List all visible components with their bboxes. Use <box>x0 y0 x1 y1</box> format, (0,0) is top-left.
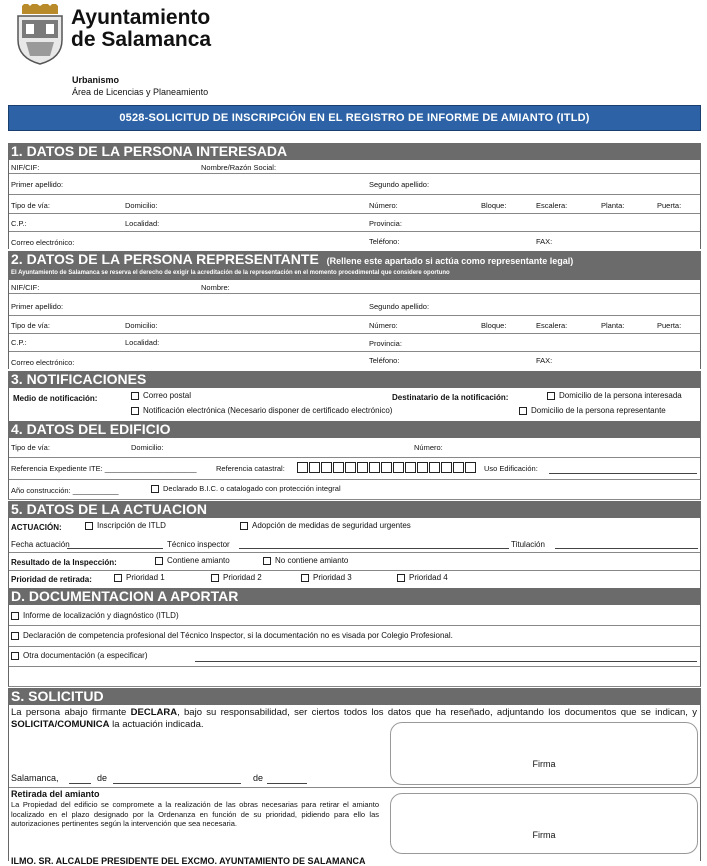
section-3-title: 3. NOTIFICACIONES <box>11 371 147 387</box>
rep-row-cp <box>9 334 700 352</box>
section-4-title: 4. DATOS DEL EDIFICIO <box>11 421 171 437</box>
section-d-title: D. DOCUMENTACION A APORTAR <box>11 588 239 604</box>
signature-box-2[interactable] <box>390 793 698 854</box>
removal-title: Retirada del amianto <box>11 789 100 799</box>
priority-3-checkbox[interactable] <box>301 574 309 582</box>
urgent-measures-option[interactable] <box>240 521 411 530</box>
number-label: Número: <box>369 201 398 210</box>
section-3-body <box>8 388 701 421</box>
priority-4-checkbox[interactable] <box>397 574 405 582</box>
rep-nif-label: NIF/CIF: <box>11 283 40 292</box>
day-field[interactable] <box>69 783 91 784</box>
signature-label-2: Firma <box>532 830 556 840</box>
actuation-date-field[interactable] <box>67 548 163 549</box>
section-4-body <box>8 438 701 500</box>
bic-option-label: Declarado B.I.C. o catalogado con protección integral <box>163 484 341 493</box>
removal-text: La Propiedad del edificio se compromete a la realización de las obras necesarias para retirar el amianto localizado en el plazo designado por la Ordenanza en función de su prioridad, pidiendo para ello las autorizaciones pertinentes según la intervención que sea necesaria. <box>11 800 379 828</box>
priority-3-option[interactable] <box>301 573 352 582</box>
of-label-2: de <box>253 773 264 783</box>
surname2-label: Segundo apellido: <box>369 180 430 189</box>
area-label: Área de Licencias y Planeamiento <box>72 87 209 97</box>
department-label: Urbanismo <box>72 75 120 85</box>
row-contact <box>9 232 700 249</box>
section-1-title: 1. DATOS DE LA PERSONA INTERESADA <box>11 143 288 159</box>
email-label: Correo electrónico: <box>11 238 75 247</box>
electronic-option-label: Notificación electrónica (Necesario disponer de certificado electrónico) <box>143 406 393 415</box>
building-use-field[interactable] <box>549 473 697 474</box>
doc-row <box>9 647 700 667</box>
section-s-body <box>8 705 701 866</box>
priority-2-label: Prioridad 2 <box>223 573 262 582</box>
priority-label: Prioridad de retirada: <box>11 575 92 584</box>
section-d-header <box>8 588 701 605</box>
rep-number-label: Número: <box>369 321 398 330</box>
row-nif <box>9 160 700 174</box>
locality-label: Localidad: <box>125 219 160 228</box>
rep-row-contact <box>9 352 700 369</box>
recipient-representative-option[interactable] <box>519 406 666 415</box>
degree-label: Titulación <box>511 540 545 549</box>
priority-1-option[interactable] <box>114 573 165 582</box>
inscription-option[interactable] <box>85 521 166 530</box>
doc-itld-option[interactable] <box>11 611 179 620</box>
org-name-line1: Ayuntamiento <box>71 6 211 29</box>
rep-row-nif <box>9 280 700 294</box>
doc-competence-label: Declaración de competencia profesional del Técnico Inspector, si la documentación no es visada por Colegio Profesional. <box>23 631 453 640</box>
name-label: Nombre/Razón Social: <box>201 163 277 172</box>
section-5-title: 5. DATOS DE LA ACTUACION <box>11 501 208 517</box>
postal-checkbox[interactable] <box>131 392 139 400</box>
doc-competence-checkbox[interactable] <box>11 632 19 640</box>
not-contains-option[interactable] <box>263 556 348 565</box>
org-name-line2: de Salamanca <box>71 28 212 51</box>
recipient-label: Destinatario de la notificación: <box>392 393 509 402</box>
building-row-refs <box>9 458 700 480</box>
row-surnames <box>9 174 700 195</box>
doc-other-option[interactable] <box>11 651 148 660</box>
signature-box-1[interactable] <box>390 722 698 785</box>
of-label-1: de <box>97 773 108 783</box>
not-contains-checkbox[interactable] <box>263 557 271 565</box>
section-2-subnote: El Ayuntamiento de Salamanca se reserva el derecho de exigir la acreditación de la representación en el momento procedimental que considere oportuno <box>11 270 450 276</box>
section-2-body <box>8 280 701 369</box>
row-address <box>9 195 700 214</box>
rep-province-label: Provincia: <box>369 339 402 348</box>
doc-competence-option[interactable] <box>11 631 453 640</box>
building-row-address <box>9 438 700 458</box>
rep-cp-label: C.P.: <box>11 338 27 347</box>
doc-other-label: Otra documentación (a especificar) <box>23 651 148 660</box>
nif-label: NIF/CIF: <box>11 163 40 172</box>
not-contains-option-label: No contiene amianto <box>275 556 349 565</box>
recipient-representative-label: Domicilio de la persona representante <box>531 406 666 415</box>
year-field[interactable] <box>267 783 307 784</box>
section-3-header <box>8 371 701 388</box>
rep-via-type-label: Tipo de vía: <box>11 321 50 330</box>
section-1-header <box>8 143 701 160</box>
construction-year-label: Año construcción: ___________ <box>11 486 119 495</box>
actuation-label: ACTUACIÓN: <box>11 523 62 532</box>
cadastral-reference-label: Referencia catastral: <box>216 464 285 473</box>
divider <box>9 570 700 571</box>
priority-2-checkbox[interactable] <box>211 574 219 582</box>
city-crest-logo <box>14 4 66 66</box>
section-1-body <box>8 160 701 249</box>
bic-checkbox[interactable] <box>151 485 159 493</box>
contains-checkbox[interactable] <box>155 557 163 565</box>
address-label: Domicilio: <box>125 201 158 210</box>
recipient-interested-label: Domicilio de la persona interesada <box>559 391 682 400</box>
province-label: Provincia: <box>369 219 402 228</box>
building-via-type-label: Tipo de vía: <box>11 443 50 452</box>
inscription-checkbox[interactable] <box>85 522 93 530</box>
ite-reference-label: Referencia Expediente ITE: ______________________ <box>11 464 197 473</box>
priority-2-option[interactable] <box>211 573 262 582</box>
doc-itld-label: Informe de localización y diagnóstico (ITLD) <box>23 611 179 620</box>
rep-row-address <box>9 316 700 334</box>
inspection-result-label: Resultado de la Inspección: <box>11 558 117 567</box>
priority-3-label: Prioridad 3 <box>313 573 352 582</box>
divider <box>9 552 700 553</box>
doc-itld-checkbox[interactable] <box>11 612 19 620</box>
section-2-note: (Rellene este apartado si actúa como representante legal) <box>326 256 574 266</box>
declaration-text: La persona abajo firmante DECLARA, bajo su responsabilidad, ser ciertos todos los datos que ha reseñado, adjuntando los documentos que se indican, y SOLICITA/COMUNICA la actuación indicada. <box>11 707 697 730</box>
surname1-label: Primer apellido: <box>11 180 64 189</box>
rep-row-surnames <box>9 294 700 316</box>
building-use-label: Uso Edificación: <box>484 464 538 473</box>
cadastral-reference-cells[interactable] <box>297 462 477 473</box>
section-4-header <box>8 421 701 438</box>
rep-phone-label: Teléfono: <box>369 356 400 365</box>
cp-label: C.P.: <box>11 219 27 228</box>
divider <box>9 787 700 788</box>
recipient-interested-checkbox[interactable] <box>547 392 555 400</box>
doc-other-field[interactable] <box>195 661 697 662</box>
urgent-measures-checkbox[interactable] <box>240 522 248 530</box>
contains-option-label: Contiene amianto <box>167 556 230 565</box>
electronic-option[interactable] <box>131 406 392 415</box>
inspector-label: Técnico inspector <box>167 540 230 549</box>
rep-stair-label: Escalera: <box>536 321 568 330</box>
inspector-field[interactable] <box>239 548 509 549</box>
signature-label-1: Firma <box>532 759 556 769</box>
postal-option[interactable] <box>131 391 191 400</box>
place-label: Salamanca, <box>11 773 59 783</box>
section-2-title: 2. DATOS DE LA PERSONA REPRESENTANTE <box>11 251 319 267</box>
doc-other-checkbox[interactable] <box>11 652 19 660</box>
doc-row <box>9 626 700 647</box>
rep-surname1-label: Primer apellido: <box>11 302 64 311</box>
priority-1-checkbox[interactable] <box>114 574 122 582</box>
rep-surname2-label: Segundo apellido: <box>369 302 430 311</box>
phone-label: Teléfono: <box>369 237 400 246</box>
section-2-header <box>8 251 701 280</box>
postal-option-label: Correo postal <box>143 391 192 400</box>
section-s-header <box>8 688 701 705</box>
building-address-label: Domicilio: <box>131 443 164 452</box>
section-5-header <box>8 501 701 518</box>
bic-option[interactable] <box>151 484 341 493</box>
footer-addressee: ILMO. SR. ALCALDE PRESIDENTE DEL EXCMO. AYUNTAMIENTO DE SALAMANCA <box>11 856 366 866</box>
inscription-option-label: Inscripción de ITLD <box>97 521 166 530</box>
rep-address-label: Domicilio: <box>125 321 158 330</box>
fax-label: FAX: <box>536 237 553 246</box>
priority-4-option[interactable] <box>397 573 448 582</box>
urgent-measures-option-label: Adopción de medidas de seguridad urgentes <box>252 521 411 530</box>
form-title-bar: 0528-SOLICITUD DE INSCRIPCIÓN EN EL REGISTRO DE INFORME DE AMIANTO (ITLD) <box>8 105 701 131</box>
stair-label: Escalera: <box>536 201 568 210</box>
rep-name-label: Nombre: <box>201 283 230 292</box>
electronic-checkbox[interactable] <box>131 407 139 415</box>
section-d-body <box>8 605 701 687</box>
rep-locality-label: Localidad: <box>125 338 160 347</box>
priority-4-label: Prioridad 4 <box>409 573 448 582</box>
recipient-representative-checkbox[interactable] <box>519 407 527 415</box>
door-label: Puerta: <box>657 201 682 210</box>
floor-label: Planta: <box>601 201 625 210</box>
rep-email-label: Correo electrónico: <box>11 358 75 367</box>
building-number-label: Número: <box>414 443 443 452</box>
section-s-title: S. SOLICITUD <box>11 688 104 704</box>
degree-field[interactable] <box>555 548 698 549</box>
notification-medium-label: Medio de notificación: <box>13 394 98 403</box>
row-cp <box>9 214 700 232</box>
contains-option[interactable] <box>155 556 230 565</box>
doc-row <box>9 605 700 626</box>
rep-door-label: Puerta: <box>657 321 682 330</box>
recipient-interested-option[interactable] <box>547 391 682 400</box>
section-5-body <box>8 518 701 588</box>
priority-1-label: Prioridad 1 <box>126 573 165 582</box>
actuation-date-label: Fecha actuación <box>11 540 70 549</box>
block-label: Bloque: <box>481 201 507 210</box>
rep-floor-label: Planta: <box>601 321 625 330</box>
rep-fax-label: FAX: <box>536 356 553 365</box>
via-type-label: Tipo de vía: <box>11 201 50 210</box>
month-field[interactable] <box>113 783 241 784</box>
rep-block-label: Bloque: <box>481 321 507 330</box>
